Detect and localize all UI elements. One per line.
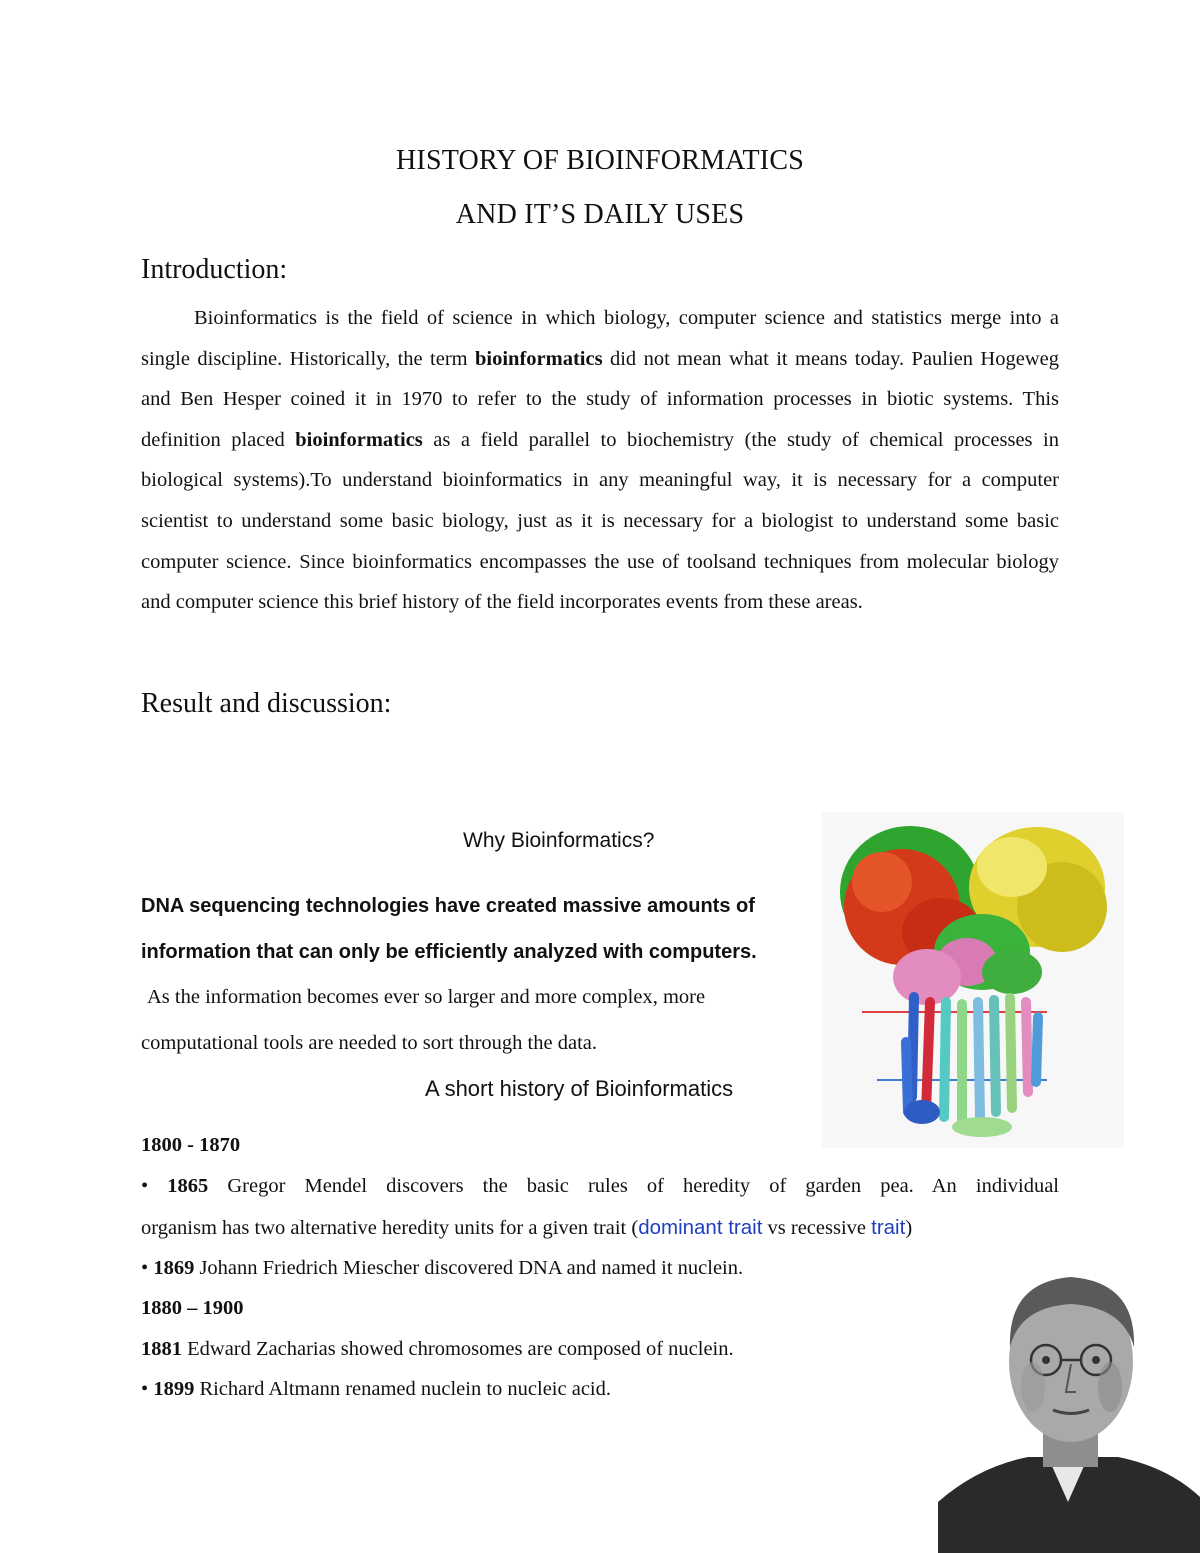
- event-1869: [141, 1257, 743, 1280]
- short-history-title: A short history of Bioinformatics: [425, 1076, 734, 1101]
- period-1800-1870: 1800 - 1870: [141, 1134, 241, 1156]
- protein-structure-illustration: [822, 812, 1124, 1148]
- event-1899: [141, 1378, 611, 1401]
- event-1865-year: 1865: [167, 1175, 209, 1197]
- portrait-illustration: [938, 1252, 1200, 1553]
- intro-bold-1: bioinformatics: [475, 347, 603, 370]
- period-1880-1900: 1880 – 1900: [141, 1297, 244, 1319]
- event-1865-text-d: ): [905, 1217, 913, 1239]
- why-line-2: information that can only be efficiently analyzed with computers.: [141, 941, 757, 963]
- protein-structure-image: [822, 812, 1124, 1148]
- trait-link[interactable]: trait: [871, 1216, 906, 1239]
- event-1865-text-c: vs recessive: [762, 1217, 872, 1239]
- event-1881-text: Edward Zacharias showed chromosomes are composed of nuclein.: [182, 1338, 734, 1360]
- introduction-heading: Introduction:: [141, 254, 288, 285]
- intro-text-3: as a field parallel to biochemistry (the study of chemical processes in biological systems).To understand bioinformatics in any meaningful way, it is necessary for a computer scientist to understand some basic biology, just as it is necessary for a biologist to understand some basic computer science. Since bioinformatics encompasses the use of toolsand techniques from molecular biology and computer science this brief history of the field incorporates events from these areas.: [141, 428, 1059, 614]
- event-1865-line2: [141, 1216, 912, 1240]
- why-line-1: DNA sequencing technologies have created massive amounts of: [141, 895, 755, 917]
- event-1899-text: Richard Altmann renamed nuclein to nucleic acid.: [194, 1378, 611, 1400]
- event-1899-year: 1899: [153, 1378, 195, 1400]
- event-1865-line1: [141, 1175, 1059, 1198]
- event-1869-text: Johann Friedrich Miescher discovered DNA and named it nuclein.: [194, 1257, 744, 1279]
- event-1881-year: 1881: [141, 1338, 182, 1360]
- result-heading: Result and discussion:: [141, 688, 392, 719]
- why-bioinformatics-title: Why Bioinformatics?: [463, 829, 655, 852]
- event-1865-text-a: Gregor Mendel discovers the basic rules of heredity of garden pea. An individual: [208, 1175, 1060, 1197]
- intro-text-2: did not mean what it means today. Paulien Hogeweg and Ben Hesper coined it in 1970 to refer to the study of information processes in biotic systems. This definition placed: [141, 347, 1059, 451]
- intro-text-1: Bioinformatics is the field of science in which biology, computer science and statistics merge into a single discipline. Historically, the term: [141, 307, 1059, 370]
- event-1865-text-b: organism has two alternative heredity units for a given trait (: [141, 1217, 639, 1239]
- intro-bold-2: bioinformatics: [295, 428, 423, 451]
- info-line-1: As the information becomes ever so larger and more complex, more: [147, 986, 706, 1008]
- gregor-mendel-portrait: [938, 1252, 1200, 1553]
- document-title-line1: HISTORY OF BIOINFORMATICS: [396, 145, 804, 176]
- document-title-line2: AND IT’S DAILY USES: [455, 199, 745, 230]
- info-line-2: computational tools are needed to sort through the data.: [141, 1032, 597, 1054]
- bullet: •: [141, 1378, 149, 1400]
- introduction-paragraph: [141, 298, 1059, 623]
- bullet: •: [141, 1175, 149, 1197]
- bullet: •: [141, 1257, 149, 1279]
- event-1881: [141, 1338, 734, 1361]
- dominant-trait-link[interactable]: dominant trait: [638, 1216, 763, 1239]
- event-1869-year: 1869: [153, 1257, 195, 1279]
